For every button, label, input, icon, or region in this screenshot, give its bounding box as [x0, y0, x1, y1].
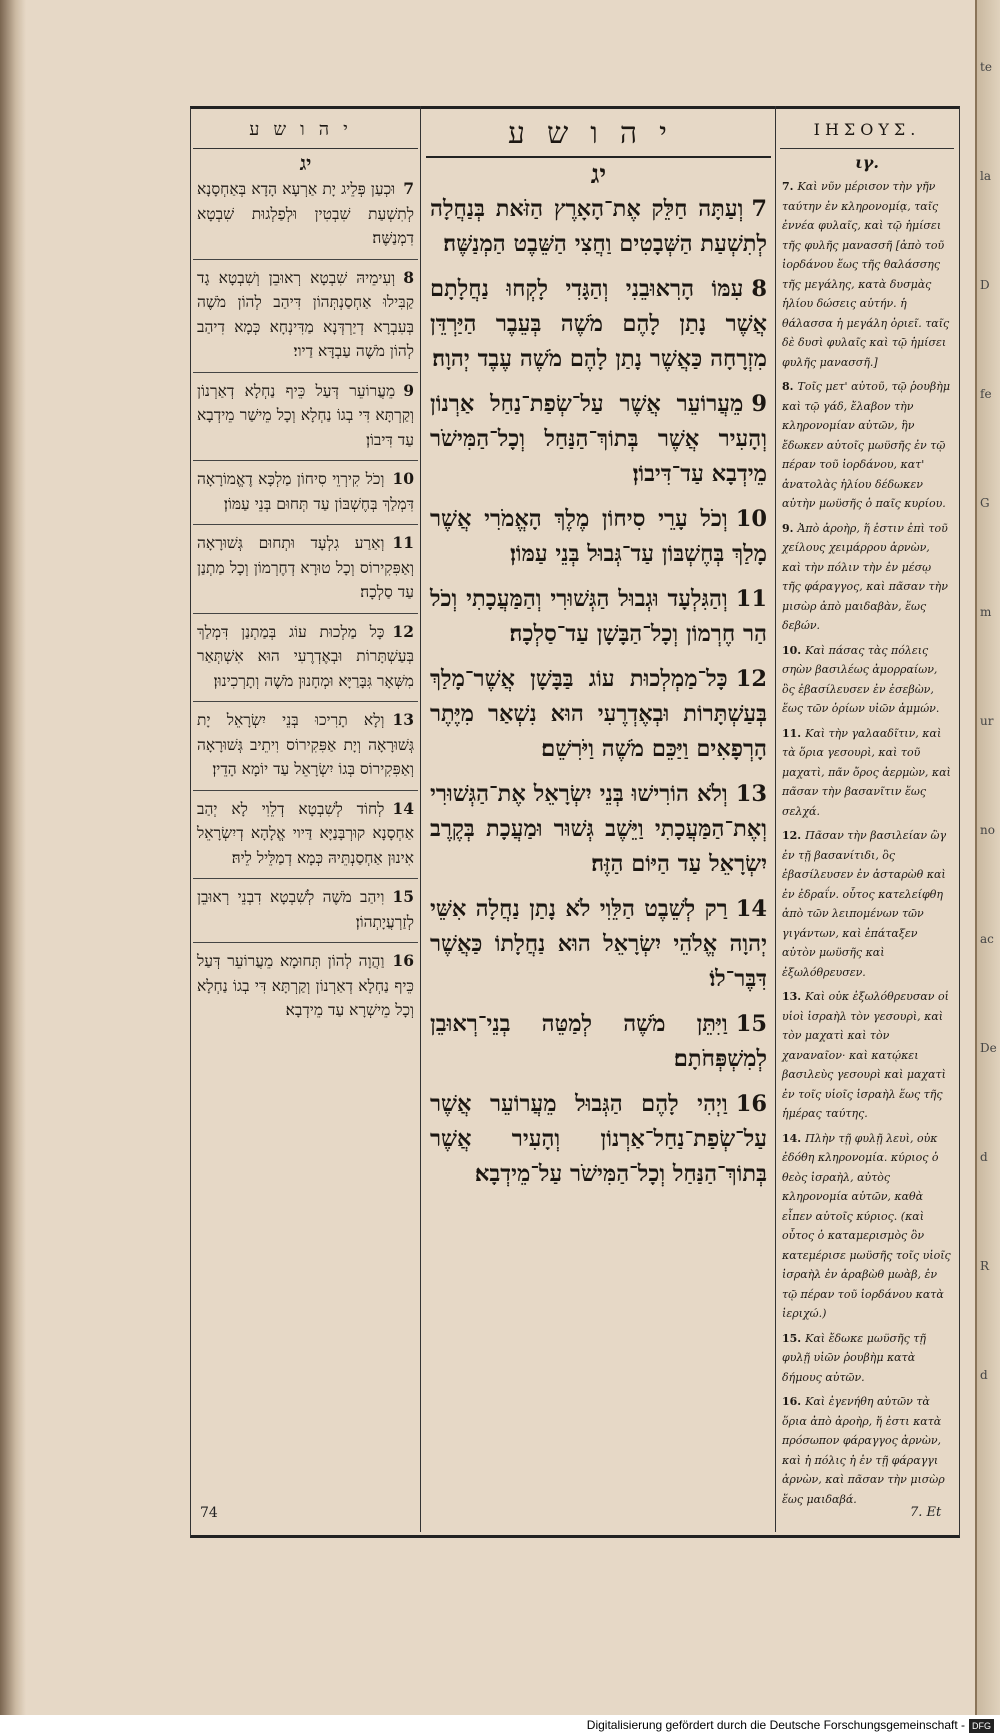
verse-separator	[193, 613, 418, 614]
verse-separator	[193, 878, 418, 879]
edge-fragment: te	[980, 60, 992, 74]
verse-number: 10	[735, 506, 767, 532]
verse-text: Ἀπὸ ἀροὴρ, ἥ ἐστιν ἐπὶ τοῦ χείλους χειμάρρου ἀρνὼν, καὶ τὴν πόλιν τὴν ἐν μέσῳ τῆς φάραγγος, καὶ πᾶσαν τὴν μισὼρ ἀπὸ μαιδαβὰν, ἕως δεβών.	[782, 521, 948, 632]
aramaic-chapter: יג	[299, 151, 312, 175]
verse	[780, 177, 954, 377]
verse	[193, 949, 418, 1031]
verse-separator	[193, 524, 418, 525]
verse-number: 14	[735, 896, 767, 922]
verse-number: 10	[392, 469, 414, 488]
verse-text: Καὶ οὐκ ἐξωλόθρευσαν οἱ υἱοὶ ἰσραὴλ τὸν γεσουρὶ, καὶ τὸν μαχατὶ καὶ τὸν χαναναῖον· καὶ κατῴκει βασιλεὺς γεσουρὶ καὶ μαχατὶ ἐν τοῖς υἱοῖς ἰσραὴλ ἕως τῆς ἡμέρας ταύτης.	[782, 990, 949, 1120]
verse	[193, 467, 418, 524]
verse-text: מֵעֲרוֹעֵר אֲשֶׁר עַל־שְׂפַת־נַחַל אַרְנוֹן וְהָעִיר אֲשֶׁר בְּתוֹךְ־הַנַּחַל וְכָל־הַמִּישֹׁר מֵידְבָא עַד־דִּיבוֹן׃	[430, 391, 767, 487]
hebrew-chapter: יג	[590, 160, 607, 190]
verse	[780, 1129, 954, 1329]
verse-text: Καὶ τὴν γαλααδῖτιν, καὶ τὰ ὅρια γεσουρὶ, καὶ τοῦ μαχατὶ, πᾶν ὄρος ἀερμὼν, καὶ πᾶσαν τὴν βασανῖτιν ἕως σελχά.	[782, 726, 951, 818]
edge-fragment: m	[980, 605, 992, 619]
verse	[426, 192, 771, 272]
edge-fragment: ur	[980, 714, 994, 728]
verse-number: 14.	[782, 1131, 802, 1145]
column-divider	[420, 106, 421, 1532]
verse-text: מֵעֲרוֹעֵר דְּעַל כֵּיף נַחְלָא דְאַרְנוֹן וְקַרְתָּא דִּי בְגוֹ נַחְלָא וְכָל מֵישַׁר מֵידְבָא עַד דִּיבוֹן׃	[197, 381, 414, 449]
verse-number: 8	[751, 276, 767, 302]
verse-separator	[193, 790, 418, 791]
verse	[426, 1007, 771, 1087]
verse-number: 8.	[782, 380, 794, 393]
verse	[426, 662, 771, 777]
verse-number: 12	[392, 621, 414, 641]
verse-text: וְאַרַע גִלְעָד וּתְחוּם גְּשׁוּרָאָה וְאַפִּקִירוֹס וְכָל טוּרָא דְחֶרְמוֹן וְכָל מַתְנַן עַד סַלְכָה׃	[197, 534, 414, 601]
verse	[780, 1329, 954, 1393]
edge-fragment: la	[980, 169, 991, 183]
verse	[780, 519, 954, 641]
verse	[193, 797, 418, 879]
verse	[193, 266, 418, 372]
verse-text: וַיִּתֵּן מֹשֶׁה לְמַטֵּה בְנֵי־רְאוּבֵן לְמִשְׁפְּחֹתָם׃	[430, 1011, 767, 1072]
facing-page-edge	[977, 0, 1000, 1715]
aramaic-column	[193, 112, 418, 1522]
verse-text: רַק לְשֵׁבֶט הַלֵּוִי לֹא נָתַן נַחֲלָה אִשֵּׁי יְהוָה אֱלֹהֵי יִשְׂרָאֵל הוּא נַחֲלָתוֹ כַּאֲשֶׁר דִּבֶּר־לוֹ׃	[430, 896, 767, 992]
verse-text: עִמּוֹ הָרֽאוּבֵנִי וְהַגָּדִי לָקְחוּ נַחֲלָתָם אֲשֶׁר נָתַן לָהֶם מֹשֶׁה בְּעֵבֶר הַיַּרְדֵּן מִזְרָחָה כַּאֲשֶׁר נָתַן לָהֶם מֹשֶׁה עֶבֶד יְהוָה׃	[430, 276, 767, 372]
verse	[780, 1392, 954, 1514]
verse-separator	[193, 460, 418, 461]
verse	[193, 531, 418, 613]
verse	[780, 724, 954, 827]
verse-text: וְהַגִּלְעָד וּגְבוּל הַגְּשׁוּרִי וְהַמַּעֲכָתִי וְכֹל הַר חֶרְמוֹן וְכָל־הַבָּשָׁן עַד־סַלְכָה׃	[430, 586, 767, 647]
verse	[426, 892, 771, 1007]
verse	[426, 272, 771, 387]
edge-fragment: d	[980, 1150, 988, 1164]
verse-text: וְעַתָּה חַלֵּק אֶת־הָאָרֶץ הַזֹּאת בְּנַחֲלָה לְתִשְׁעַת הַשְּׁבָטִים וַחֲצִי הַשֵּׁבֶט הַמְנַשֶּׁה׃	[430, 196, 767, 257]
verse-number: 10.	[782, 643, 802, 657]
edge-fragment: fe	[980, 387, 992, 401]
verse-separator	[193, 259, 418, 260]
verse-text: לְחוֹד לְשִׁבְטָא דְלֵוִי לָא יְהַב אַחְסָנָא קוּרְבָּנַיָּא דַּיוי אֱלָהָא דְיִשְׂרָאֵל אִינוּן אַחְסַנְתֵּיהּ כְּמָא דְמַלֵּיל לֵיהּ׃	[197, 799, 414, 867]
edge-fragment: G	[980, 496, 990, 510]
verse	[426, 1087, 771, 1202]
verse-number: 15	[392, 887, 414, 906]
edge-fragment: no	[980, 823, 995, 837]
verse-text: וַהֲוָה לְהוֹן תְּחוּמָא מֵעֲרוֹעֵר דְּעַל כֵּיף נַחְלָא דְאַרְנוֹן וְקַרְתָּא דִּי בְגוֹ נַחְלָא וְכָל מֵישְׁרָא עַד מֵידְבָא׃	[197, 952, 414, 1019]
footer-text: Digitalisierung gefördert durch die Deutsche Forschungsgemeinschaft -	[586, 1718, 965, 1732]
verse-text: וְכֹל עָרֵי סִיחוֹן מֶלֶךְ הָאֱמֹרִי אֲשֶׁר מָלַךְ בְּחֶשְׁבּוֹן עַד־גְּבוּל בְּנֵי עַמּוֹן׃	[430, 506, 767, 567]
verse	[193, 708, 418, 790]
verse-separator	[193, 942, 418, 943]
verse-number: 16.	[782, 1395, 802, 1408]
verse	[780, 377, 954, 519]
verse	[780, 826, 954, 987]
verse-text: וְעִימֵיהּ שִׁבְטָא רְאוּבֵן וְשִׁבְטָא גָד קַבִּילוּ אַחְסַנְתְּהוֹן דִּיהַב לְהוֹן מֹשֶׁה בְּעִבְרָא דְיַרְדְּנָא מַדִּינְחָא כְּמָא דִיהַב לְהוֹן מֹשֶׁה עַבְדָּא דַיוי׃	[197, 268, 414, 360]
verse-number: 13	[392, 710, 414, 729]
dfg-logo: DFG	[969, 1719, 994, 1733]
verse-number: 15.	[782, 1331, 802, 1345]
edge-fragment: De	[980, 1041, 997, 1055]
verse-number: 7.	[782, 180, 794, 193]
verse	[426, 582, 771, 662]
verse-separator	[193, 701, 418, 702]
verse-number: 9.	[782, 521, 794, 535]
verse-text: Πᾶσαν τὴν βασιλείαν ὢγ ἐν τῇ βασανίτιδι, ὃς ἐβασίλευσεν ἐν ἀσταρὼθ καὶ ἐν ἐδραΐν. οὗτος κατελείφθη ἀπὸ τῶν λειπομένων τῶν γιγάντων, καὶ ἐπάταξεν αὐτὸν μωϋσῆς καὶ ἐξωλόθρευσεν.	[782, 829, 947, 979]
verse-text: כָּל מַלְכוּת עוֹג בְּמַתְנַן דִּמְלַךְ בְּעַשְׁתָּרוֹת וּבְאֶדְרֶעִי הוּא אִשְׁתְּאַר מִשְּׁאָר גִּבָּרַיָּא וּמְחָנוּן מֹשֶׁה וְתָרְכִינוּן׃	[197, 622, 414, 690]
verse-text: כָּל־מַמְלְכוּת עוֹג בַּבָּשָׁן אֲשֶׁר־מָלַךְ בְּעַשְׁתָּרוֹת וּבְאֶדְרֶעִי הוּא נִשְׁאַר מִיֶּתֶר הָרְפָאִים וַיַּכֵּם מֹשֶׁה וַיֹּרִשֵׁם׃	[430, 666, 767, 762]
verse-number: 13.	[782, 990, 802, 1003]
verse	[193, 379, 418, 461]
edge-fragment: ac	[980, 932, 994, 946]
aramaic-header: יהושע	[193, 112, 418, 149]
verse-number: 8	[403, 267, 414, 287]
verse	[193, 620, 418, 702]
verse-number: 12.	[782, 829, 802, 842]
verse-text: Καὶ νῦν μέρισον τὴν γῆν ταύτην ἐν κληρονομίᾳ, ταῖς ἐννέα φυλαῖς, καὶ τῷ ἡμίσει τῆς φυλῆς μανασσῆ [ἀπὸ τοῦ ἰορδάνου ἕως τῆς θαλάσσης τῆς μεγάλης, κατὰ δυσμὰς ἡλίου δώσεις αὐτήν. ἡ θάλασσα ἡ μεγάλη ὁριεῖ. ταῖς δὲ δυσὶ φυλαῖς καὶ τῷ ἡμίσει φυλῆς μανασσῆ.]	[782, 180, 950, 369]
hebrew-column	[426, 112, 771, 1522]
verse-number: 11	[735, 586, 767, 612]
greek-column	[780, 112, 954, 1522]
verse-text: וְכֹל קִירְוֵי סִיחוֹן מַלְכָּא דֶאֱמוֹרָאָה דִּמְלַךְ בְּחֶשְׁבּוֹן עַד תְּחוּם בְּנֵי עַמּוֹן׃	[197, 470, 414, 513]
catchword: 7. Et	[910, 1505, 942, 1520]
verse-text: Τοῖς μετ' αὐτοῦ, τῷ ῥουβὴμ καὶ τῷ γάδ, ἔλαβον τὴν κληρονομίαν αὐτῶν, ἣν ἔδωκεν αὐτοῖς μωϋσῆς ἐν τῷ πέραν τοῦ ἰορδάνου, κατ' ἀνατολὰς ἡλίου δέδωκεν αὐτὴν μωϋσῆς ὁ παῖς κυρίου.	[782, 380, 951, 510]
greek-chapter: ιγ.	[855, 153, 879, 172]
verse-number: 13	[735, 781, 767, 807]
verse	[426, 387, 771, 502]
verse-text: Καὶ ἐγενήθη αὐτῶν τὰ ὅρια ἀπὸ ἀροὴρ, ἥ ἐστι κατὰ πρόσωπον φάραγγος ἀρνὼν, καὶ ἡ πόλις ἡ ἐν τῇ φάραγγι ἀρνὼν, καὶ πᾶσαν τὴν μισὼρ ἕως μαιδαβά.	[782, 1395, 945, 1506]
verse-number: 11	[392, 533, 414, 552]
verse	[193, 177, 418, 259]
hebrew-header: יהושע	[426, 112, 771, 158]
verse-number: 15	[735, 1011, 767, 1037]
verse-text: וַיְהִי לָהֶם הַגְּבוּל מֵעֲרוֹעֵר אֲשֶׁר עַל־שְׂפַת־נַחַל־אַרְנוֹן וְהָעִיר אֲשֶׁר בְּתוֹךְ־הַנַּחַל וְכָל־הַמִּישֹׁר עַל־מֵידְבָא׃	[430, 1091, 767, 1187]
verse	[193, 885, 418, 942]
verse-number: 16	[735, 1091, 767, 1117]
verse-number: 12	[735, 666, 767, 692]
verse-number: 7	[751, 196, 767, 222]
verse-number: 14	[392, 798, 414, 818]
edge-fragment: D	[980, 278, 990, 292]
verse-text: וִיהַב מֹשֶׁה לְשִׁבְטָא דִבְנֵי רְאוּבֵן לְזַרְעֲיָתְהוֹן׃	[197, 888, 414, 931]
page-gutter	[0, 0, 26, 1715]
verse-text: וְלֹא הוֹרִישׁוּ בְּנֵי יִשְׂרָאֵל אֶת־הַגְּשׁוּרִי וְאֶת־הַמַּעֲכָתִי וַיֵּשֶׁב גְּשׁוּר וּמַעֲכָת בְּקֶרֶב יִשְׂרָאֵל עַד הַיּוֹם הַזֶּה׃	[430, 781, 767, 877]
verse-number: 9	[751, 391, 767, 417]
greek-header: ΙΗΣΟΥΣ.	[780, 112, 954, 149]
verse-number: 11.	[782, 726, 802, 740]
edge-fragment: d	[980, 1368, 988, 1382]
digitization-footer	[0, 1715, 1000, 1736]
verse-number: 7	[403, 179, 414, 198]
column-divider	[775, 106, 776, 1532]
verse-text: Πλὴν τῇ φυλῇ λευὶ, οὐκ ἐδόθη κληρονομία. κύριος ὁ θεὸς ἰσραὴλ, αὐτὸς κληρονομία αὐτῶν, καθὰ εἶπεν αὐτοῖς κύριος. (καὶ οὗτος ὁ καταμερισμὸς ὃν κατεμέρισε μωϋσῆς τοῖς υἱοῖς ἰσραὴλ ἐν ἀραβὼθ μωὰβ, ἐν τῷ πέραν τοῦ ἰορδάνου κατὰ ἱεριχώ.)	[782, 1131, 951, 1320]
verse-text: Καὶ ἔδωκε μωϋσῆς τῇ φυλῇ υἱῶν ῥουβὴμ κατὰ δήμους αὐτῶν.	[782, 1331, 926, 1384]
verse	[426, 777, 771, 892]
verse-separator	[193, 372, 418, 373]
edge-fragment: R	[980, 1259, 990, 1273]
page-number: 74	[200, 1505, 218, 1521]
verse	[780, 987, 954, 1129]
verse-text: וּכְעַן פְּלֵיג יָת אַרְעָא הָדָא בְּאַחְסָנָא לְתִשְׁעַת שִׁבְטִין וּלְפַלְגוּת שִׁבְטָא דִמְנַשֶּׁה׃	[197, 180, 414, 247]
verse-text: Καὶ πάσας τὰς πόλεις σηὼν βασιλέως ἀμορραίων, ὃς ἐβασίλευσεν ἐν ἐσεβὼν, ἕως τῶν ὁρίων υἱῶν ἀμμών.	[782, 643, 940, 715]
verse	[426, 502, 771, 582]
verse-number: 16	[392, 951, 414, 970]
verse-text: וְלָא תָרִיכוּ בְּנֵי יִשְׂרָאֵל יָת גְּשׁוּרָאָה וְיָת אַפִּקִירוֹס וִיתֵיב גְּשׁוּרָאָה וְאַפִּקִירוֹס בְּגוֹ יִשְׂרָאֵל עַד יוֹמָא הָדֵין׃	[197, 711, 414, 778]
verse-number: 9	[403, 380, 414, 400]
verse	[780, 641, 954, 724]
